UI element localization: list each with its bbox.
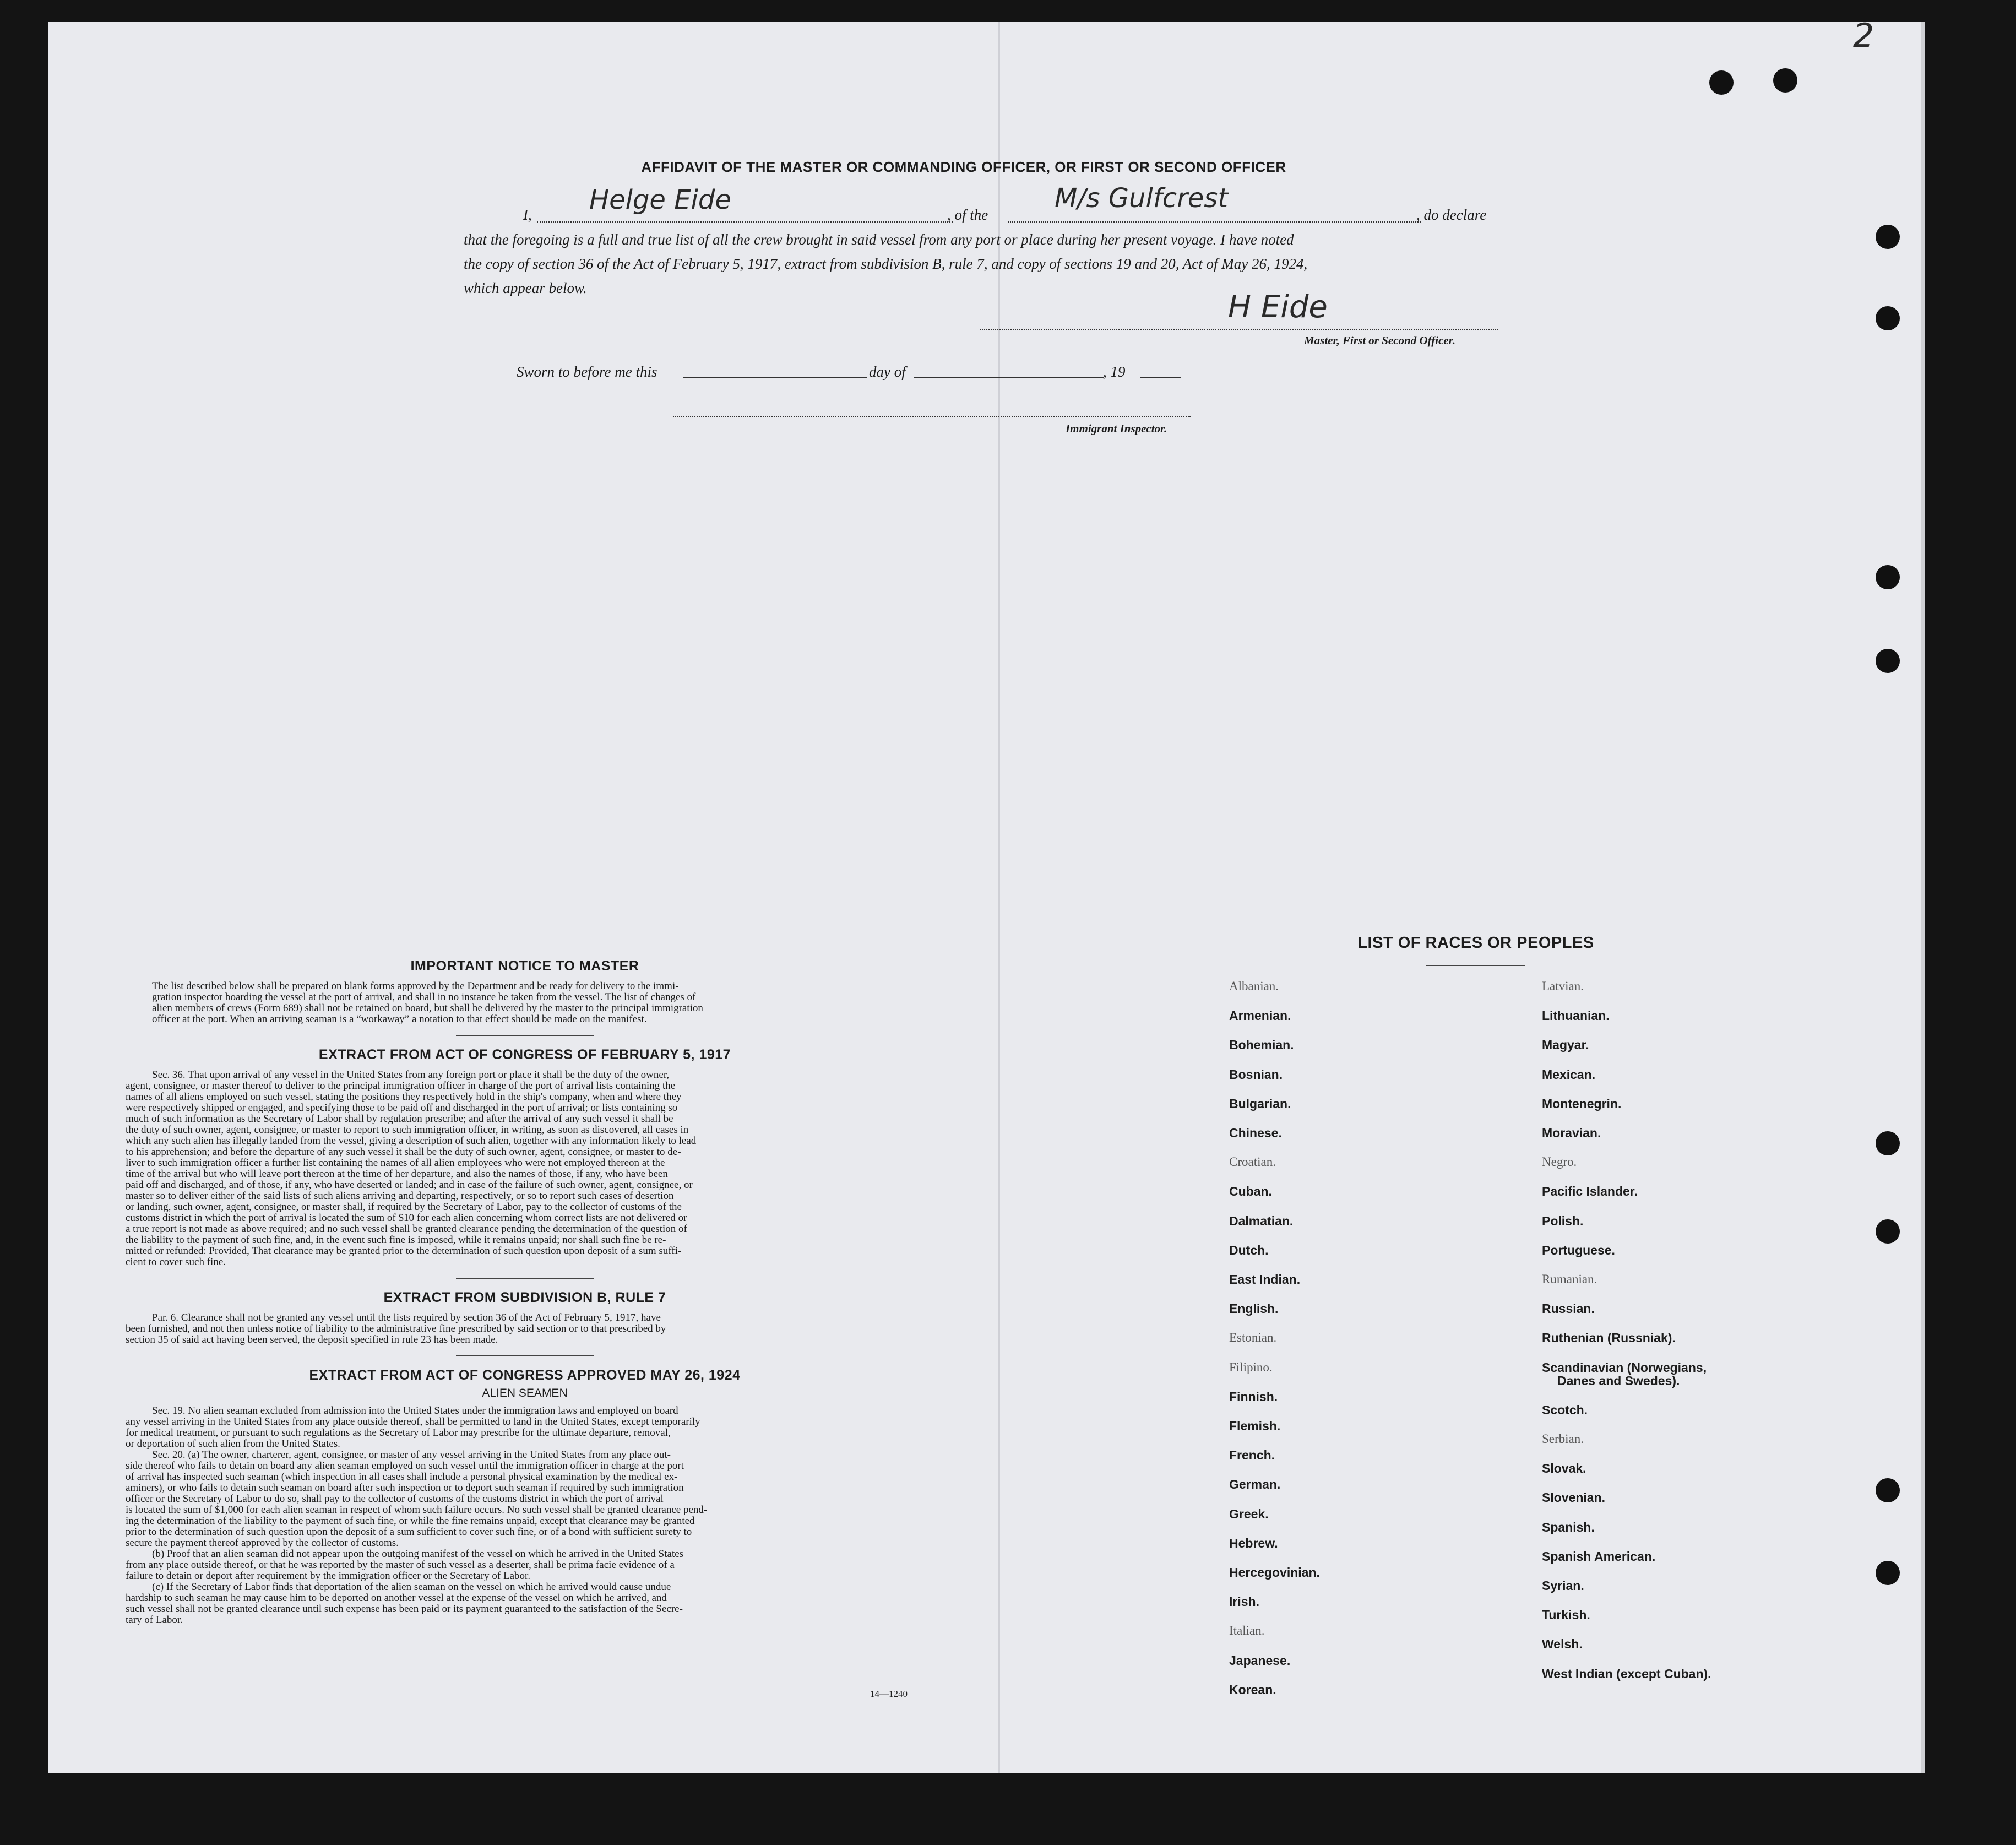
text-line: paid off and discharged, and of those, if any, who have deserted or landed; and in case of the failure of such owner, agent, consignee, or [126,1179,693,1191]
extract-1917-title: EXTRACT FROM ACT OF CONGRESS OF FEBRUARY 5, 1917 [318,1047,731,1062]
extract-1924-subtitle: ALIEN SEAMEN [482,1387,568,1399]
race-item: Flemish. [1229,1419,1281,1433]
text-line: Sec. 36. That upon arrival of any vessel in the United States from any foreign port or place it shall be the duty of the owner, [152,1069,670,1081]
race-item: Italian. [1229,1624,1265,1638]
text-line: or landing, such owner, agent, consignee, or master shall, if required by the Secretary of Labor, pay to the collector of customs of the [126,1201,682,1213]
text-line: liver to such immigration officer a further list containing the names of all alien employees who were not employed thereon at the [126,1157,665,1169]
text-line: from any place outside thereof, or that he was reported by the master of such vessel as a deserter, shall be prima facie evidence of a [126,1559,675,1571]
signature-caption: Master, First or Second Officer. [1304,334,1455,347]
text-line: is located the sum of $1,000 for each alien seaman in respect of whom such failure occurs. No such vessel shall be granted clearance pend- [126,1504,708,1516]
text-line: mitted or refunded: Provided, That clearance may be granted prior to the determination of such question upon deposit of a sum suffi- [126,1245,682,1257]
text-line: officer or the Secretary of Labor to do so, shall pay to the collector of customs of the customs district in which the port of arrival [126,1493,664,1505]
race-item: Serbian. [1542,1432,1584,1446]
text-line: hardship to such seaman he may cause him to be deported on another vessel at the expense of the vessel on which he arrived, and [126,1592,667,1604]
race-item: Lithuanian. [1542,1008,1610,1023]
do-declare: , do declare [1416,207,1487,223]
text-line: customs district in which the port of arrival is located the sum of $10 for each alien concerning whom correct lists are not delivered or [126,1212,687,1224]
punch-hole [1876,1478,1900,1502]
race-item: Filipino. [1229,1360,1273,1374]
race-item: Danes and Swedes). [1557,1373,1680,1388]
race-item: Bulgarian. [1229,1096,1291,1111]
text-line: alien members of crews (Form 689) shall not be retained on board, but shall be delivered by the master to the principal immigration [152,1002,703,1014]
race-item: English. [1229,1301,1279,1316]
day-of-label: day of [869,363,906,380]
year-label: , 19 [1103,363,1126,380]
race-item: Scandinavian (Norwegians, [1542,1360,1707,1375]
text-line: any vessel arriving in the United States from any place outside thereof, shall be permitted to land in the United States, except temporarily [126,1416,700,1428]
extract-1924-title: EXTRACT FROM ACT OF CONGRESS APPROVED MAY 26, 1924 [309,1368,741,1383]
text-line: (c) If the Secretary of Labor finds that deportation of the alien seaman on the vessel on which he arrived would cause undue [152,1581,671,1593]
race-item: Pacific Islander. [1542,1184,1638,1199]
text-line: Par. 6. Clearance shall not be granted any vessel until the lists required by section 36 of the Act of February 5, 1917, have [152,1312,661,1323]
inspector-caption: Immigrant Inspector. [1066,422,1167,435]
race-item: Russian. [1542,1301,1595,1316]
race-item: Portuguese. [1542,1242,1615,1257]
text-line: prior to the determination of such question upon the deposit of a sum sufficient to cover such fine, or of a bond with sufficient surety to [126,1526,692,1538]
text-line: of arrival has inspected such seaman (which inspection in all cases shall include a personal physical examination by the medical ex- [126,1471,678,1483]
center-fold [998,22,1000,1773]
races-title: LIST OF RACES OR PEOPLES [1357,934,1594,952]
page-number: 2 [1853,17,1874,55]
text-line: master so to deliver either of the said lists of such aliens arriving and departing, respectively, or so to report such cases of desertion [126,1190,674,1202]
race-item: Hebrew. [1229,1535,1278,1550]
text-line: were respectively shipped or engaged, and specifying those to be paid off and discharged in the port of arrival; or lists containing so [126,1102,678,1114]
race-item: Slovenian. [1542,1490,1606,1505]
race-item: Korean. [1229,1682,1276,1697]
text-line: the duty of such owner, agent, consignee, or master to report to such immigration officer, in writing, as soon as discovered, all cases in [126,1124,689,1136]
text-line: time of the arrival but who will leave port thereon at the time of her departure, and also the names of those, if any, who have been [126,1168,668,1180]
text-line: tary of Labor. [126,1614,183,1626]
race-item: Greek. [1229,1506,1269,1521]
extract-rule7-title: EXTRACT FROM SUBDIVISION B, RULE 7 [383,1290,666,1305]
race-item: Estonian. [1229,1331,1277,1345]
race-item: Spanish American. [1542,1549,1656,1564]
text-line: The list described below shall be prepared on blank forms approved by the Department and be ready for delivery to the immi- [152,980,679,992]
notices-column [126,958,924,1626]
race-item: Mexican. [1542,1067,1596,1082]
affidavit-title: AFFIDAVIT OF THE MASTER OR COMMANDING OFFICER, OR FIRST OR SECOND OFFICER [641,159,1286,175]
race-item: Hercegovinian. [1229,1565,1320,1580]
extract-rule7-body [126,1312,924,1345]
text-line: for medical treatment, or pursuant to such regulations as the Secretary of Labor may prescribe for the ultimate departure, removal, [126,1427,671,1439]
text-line: ing the determination of the liability to the payment of such fine, or while the fine remains unpaid, except that clearance may be granted [126,1515,695,1527]
race-item: Negro. [1542,1155,1577,1169]
notice-body [126,981,924,1025]
text-line: side thereof who fails to detain on board any alien seaman employed on such vessel until the immigration officer in charge at the port [126,1460,684,1472]
race-item: French. [1229,1448,1275,1463]
race-item: Polish. [1542,1213,1584,1228]
race-item: Turkish. [1542,1608,1590,1622]
text-line: been furnished, and not then unless notice of liability to the administrative fine prescribed by said section or to that prescribed by [126,1323,666,1334]
race-item: Irish. [1229,1594,1259,1609]
race-item: Latvian. [1542,979,1584,993]
race-item: Spanish. [1542,1520,1595,1534]
of-the-label: , of the [947,207,988,223]
race-item: Moravian. [1542,1126,1601,1140]
race-item: Croatian. [1229,1155,1276,1169]
race-item: Chinese. [1229,1126,1282,1140]
race-item: Bohemian. [1229,1038,1294,1052]
race-item: Armenian. [1229,1008,1291,1023]
text-line: Sec. 19. No alien seaman excluded from admission into the United States under the immigration laws and employed on board [152,1405,678,1417]
form-number: 14—1240 [870,1689,908,1699]
race-item: Bosnian. [1229,1067,1283,1082]
affidavit-line-1: that the foregoing is a full and true list of all the crew brought in said vessel from any port or place during her present voyage. I have noted [464,231,1294,248]
punch-hole [1876,1219,1900,1244]
race-item: Finnish. [1229,1389,1278,1404]
vessel-name: M/s Gulfcrest [1055,183,1229,214]
text-line: failure to detain or deport after requirement by the immigration officer or the Secretary of Labor. [126,1570,531,1582]
master-name: Helge Eide [589,184,731,215]
text-line: the liability to the payment of such fine, and, in the event such fine is imposed, while it remains unpaid; nor shall such fine be re- [126,1234,666,1246]
punch-hole [1876,565,1900,589]
punch-hole [1709,70,1734,95]
text-line: cient to cover such fine. [126,1256,226,1268]
text-line: such vessel shall not be granted clearance until such expense has been paid or its payment guaranteed to the satisfaction of the Secre- [126,1603,683,1615]
race-item: Ruthenian (Russniak). [1542,1331,1676,1345]
race-item: Magyar. [1542,1038,1589,1052]
race-item: Scotch. [1542,1402,1588,1417]
punch-hole [1876,1131,1900,1155]
extract-1917-body [126,1070,924,1268]
text-line: or deportation of such alien from the United States. [126,1438,340,1450]
officer-signature: H Eide [1228,289,1328,325]
race-item: Syrian. [1542,1578,1584,1593]
punch-hole [1876,306,1900,330]
affidavit-line-2: the copy of section 36 of the Act of February 5, 1917, extract from subdivision B, rule 7, and copy of sections 19 and 20, Act of May 26, 1924, [464,256,1308,272]
race-item: Dalmatian. [1229,1213,1294,1228]
punch-hole [1773,68,1797,93]
text-line: gration inspector boarding the vessel at the port of arrival, and shall in no instance be taken from the vessel. The list of changes of [152,991,696,1003]
text-line: to his apprehension; and before the departure of any such vessel it shall be the duty of such owner, agent, consignee, or master to de- [126,1146,681,1158]
race-item: Slovak. [1542,1461,1586,1476]
race-item: Montenegrin. [1542,1096,1622,1111]
extract-1924-body [126,1406,924,1626]
race-item: Japanese. [1229,1653,1291,1668]
i-label: I, [523,207,532,223]
punch-hole [1876,1561,1900,1585]
race-item: East Indian. [1229,1272,1301,1287]
punch-hole [1876,225,1900,249]
race-item: German. [1229,1477,1281,1492]
punch-hole [1876,649,1900,673]
text-line: agent, consignee, or master thereof to deliver to the principal immigration officer in charge of the port of arrival lists containing the [126,1080,676,1092]
race-item: Rumanian. [1542,1272,1597,1286]
text-line: which any such alien has illegally landed from the vessel, giving a description of such alien, together with any information likely to lead [126,1135,697,1147]
race-item: Albanian. [1229,979,1279,993]
text-line: names of all aliens employed on such vessel, stating the positions they respectively hold in the ship's company, when and where they [126,1091,682,1103]
text-line: a true report is not made as above required; and no such vessel shall be granted clearance pending the determination of the question of [126,1223,687,1235]
race-item: Dutch. [1229,1242,1269,1257]
race-item: Cuban. [1229,1184,1272,1199]
text-line: secure the payment thereof approved by the collector of customs. [126,1537,399,1549]
text-line: officer at the port. When an arriving seaman is a “workaway” a notation to that effect should be made on the manifest. [152,1013,647,1025]
affidavit-line-3: which appear below. [464,280,587,296]
text-line: much of such information as the Secretary of Labor shall by regulation prescribe; and after the arrival of any such vessel it shall be [126,1113,673,1125]
sworn-label: Sworn to before me this [517,363,657,380]
text-line: Sec. 20. (a) The owner, charterer, agent, consignee, or master of any vessel arriving in the United States from any place out- [152,1449,671,1461]
race-item: West Indian (except Cuban). [1542,1666,1711,1681]
text-line: (b) Proof that an alien seaman did not appear upon the outgoing manifest of the vessel on which he arrived in the United States [152,1548,684,1560]
race-item: Welsh. [1542,1637,1583,1652]
text-line: aminers), or who fails to detain such seaman on board after such inspection or to deport such seaman if required by such immigration [126,1482,684,1494]
text-line: section 35 of said act having been served, the deposit specified in rule 23 has been made. [126,1334,498,1345]
notice-title: IMPORTANT NOTICE TO MASTER [410,958,639,974]
